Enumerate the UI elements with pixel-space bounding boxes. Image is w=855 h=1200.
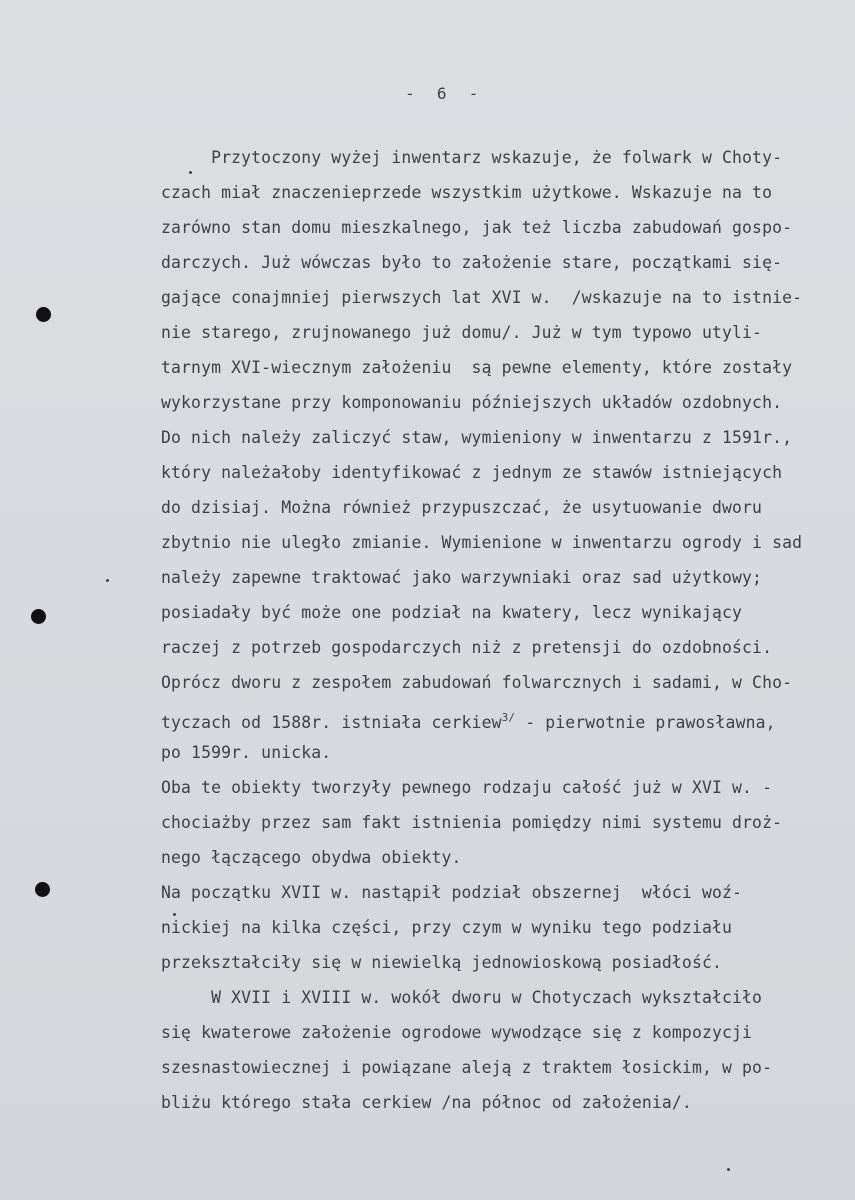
text-line-4: darczych. Już wówczas było to założenie stare, początkami się-: [161, 253, 783, 272]
text-line-2: czach miał znaczenieprzede wszystkim użytkowe. Wskazuje na to: [161, 183, 773, 202]
text-line-20: chociażby przez sam fakt istnienia pomiędzy nimi systemu droż-: [161, 813, 783, 832]
text-line-27: szesnastowiecznej i powiązane aleją z traktem łosickim, w po-: [161, 1058, 773, 1077]
text-line-24: przekształciły się w niewielką jednowioskową posiadłość.: [161, 953, 723, 972]
text-line-13: należy zapewne traktować jako warzywniaki oraz sad użytkowy;: [161, 568, 763, 587]
text-line-25: W XVII i XVIII w. wokół dworu w Chotyczach wykształciło: [161, 988, 763, 1007]
text-line-9: Do nich należy zaliczyć staw, wymieniony w inwentarzu z 1591r.,: [161, 428, 793, 447]
text-line-17: [161, 708, 776, 733]
text-line-7: tarnym XVI-wiecznym założeniu są pewne elementy, które zostały: [161, 358, 793, 377]
ink-speck: [189, 171, 192, 174]
text-line-3: zarówno stan domu mieszkalnego, jak też liczba zabudowań gospo-: [161, 218, 793, 237]
text-line-18: po 1599r. unicka.: [161, 743, 332, 762]
text-line-19: Oba te obiekty tworzyły pewnego rodzaju całość już w XVI w. -: [161, 778, 773, 797]
text-line-11: do dzisiaj. Można również przypuszczać, że usytuowanie dworu: [161, 498, 763, 517]
page-number: - 6 -: [405, 84, 480, 103]
text-line-6: nie starego, zrujnowanego już domu/. Już w tym typowo utyli-: [161, 323, 763, 342]
punch-hole-icon: [36, 307, 51, 322]
text-line-14: posiadały być może one podział na kwatery, lecz wynikający: [161, 603, 743, 622]
text-line-10: który należałoby identyfikować z jednym ze stawów istniejących: [161, 463, 783, 482]
ink-speck: [173, 913, 176, 916]
text-line-5: gające conajmniej pierwszych lat XVI w. /wskazuje na to istnie-: [161, 288, 803, 307]
text-line-8: wykorzystane przy komponowaniu późniejszych układów ozdobnych.: [161, 393, 783, 412]
punch-hole-icon: [35, 882, 50, 897]
ink-speck: [106, 579, 109, 582]
footnote-marker: 3/: [501, 711, 516, 724]
text-line-16: Oprócz dworu z zespołem zabudowań folwarcznych i sadami, w Cho-: [161, 673, 793, 692]
text-line-28: bliżu którego stała cerkiew /na północ od założenia/.: [161, 1093, 692, 1112]
text-line-17-continuation: - pierwotnie prawosławna,: [515, 713, 776, 732]
text-line-15: raczej z potrzeb gospodarczych niż z pretensji do ozdobności.: [161, 638, 773, 657]
text-line-17-main: tyczach od 1588r. istniała cerkiew: [161, 713, 502, 732]
text-line-12: zbytnio nie uległo zmianie. Wymienione w inwentarzu ogrody i sad: [161, 533, 803, 552]
text-line-23: nickiej na kilka części, przy czym w wyniku tego podziału: [161, 918, 733, 937]
text-line-1: Przytoczony wyżej inwentarz wskazuje, że folwark w Choty-: [161, 148, 783, 167]
ink-speck: [727, 1168, 730, 1171]
text-line-22: Na początku XVII w. nastąpił podział obszernej włóci woź-: [161, 883, 743, 902]
text-line-21: nego łączącego obydwa obiekty.: [161, 848, 462, 867]
punch-hole-icon: [31, 609, 46, 624]
text-line-26: się kwaterowe założenie ogrodowe wywodzące się z kompozycji: [161, 1023, 753, 1042]
